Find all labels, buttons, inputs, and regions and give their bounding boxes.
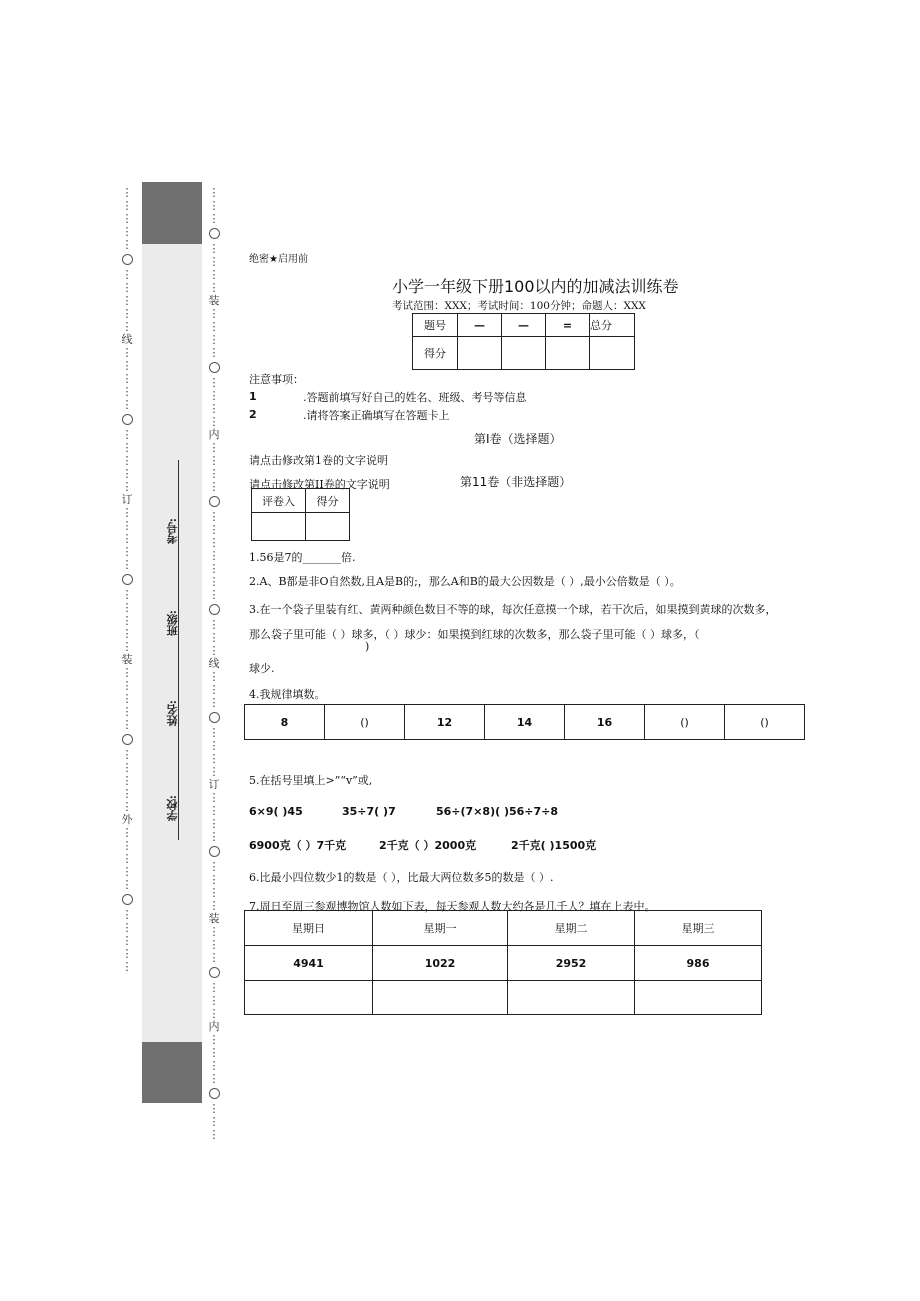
note-2-num: 2 bbox=[249, 408, 257, 421]
question-3-line1: 3.在一个袋子里装有红、黄两种颜色数目不等的球，每次任意摸一个球，若干次后，如果摸到黄球的次数多， bbox=[249, 603, 777, 616]
visitors-answer-input[interactable] bbox=[635, 981, 762, 1015]
visitors-header: 星期日 bbox=[245, 911, 373, 946]
note-1-num: 1 bbox=[249, 390, 257, 403]
field-school[interactable]: 学校: bbox=[166, 795, 179, 822]
grader-score-label: 得分 bbox=[306, 489, 350, 513]
page-title: 小学一年级下册100以内的加减法训练卷 bbox=[392, 277, 679, 296]
inner-char-4: 订 bbox=[208, 778, 220, 791]
sequence-blank[interactable]: () bbox=[725, 705, 805, 740]
binding-margin-bottom-block bbox=[142, 1042, 202, 1103]
sequence-cell: 8 bbox=[245, 705, 325, 740]
outer-char-zhuang: 装 bbox=[121, 653, 133, 666]
sequence-blank[interactable]: () bbox=[325, 705, 405, 740]
sequence-cell: 14 bbox=[485, 705, 565, 740]
grader-table bbox=[251, 488, 350, 541]
q5-item-1: 6×9( )45 bbox=[249, 805, 303, 818]
grader-col-label: 评卷入 bbox=[252, 489, 306, 513]
q5-item-5: 2千克（ ）2000克 bbox=[379, 839, 477, 852]
q5-item-2: 35÷7( )7 bbox=[342, 805, 396, 818]
grader-input[interactable] bbox=[252, 513, 306, 541]
question-7: 7.周日至周三参观博物馆人数如下表，每天参观人数大约各是几千人？填在上表中。 bbox=[249, 900, 656, 913]
outer-circle-1 bbox=[122, 254, 133, 265]
visitors-answer-input[interactable] bbox=[245, 981, 373, 1015]
score-cell-total: 总分 bbox=[590, 314, 635, 337]
info-underline bbox=[178, 460, 179, 840]
sequence-table bbox=[244, 704, 805, 740]
question-4: 4.我规律填数。 bbox=[249, 688, 326, 701]
visitors-answer-input[interactable] bbox=[508, 981, 635, 1015]
outer-label: 外 bbox=[121, 813, 133, 826]
question-5: 5.在括号里填上>”“v”或, bbox=[249, 774, 373, 787]
secret-label: 绝密★启用前 bbox=[249, 254, 308, 265]
exam-subtitle: 考试范围：XXX；考试时间：100分钟；命题人：XXX bbox=[392, 300, 646, 312]
score-input-3[interactable] bbox=[546, 337, 590, 370]
field-name[interactable]: 姓名: bbox=[166, 700, 179, 727]
visitors-header: 星期三 bbox=[635, 911, 762, 946]
q5-item-3: 56÷(7×8)( )56÷7÷8 bbox=[436, 805, 559, 818]
section1-desc[interactable]: 请点击修改第1卷的文字说明 bbox=[249, 454, 388, 467]
inner-circle-4 bbox=[209, 604, 220, 615]
outer-circle-2 bbox=[122, 414, 133, 425]
section2-desc[interactable]: 请点击修改第II卷的文字说明 bbox=[249, 478, 390, 491]
score-cell-label: 题号 bbox=[413, 314, 458, 337]
outer-circle-5 bbox=[122, 894, 133, 905]
visitors-answer-input[interactable] bbox=[373, 981, 508, 1015]
section2-title: 第11卷（非选择题） bbox=[460, 475, 572, 489]
note-2-text: .请将答案正确填写在答题卡上 bbox=[303, 409, 450, 422]
visitors-header: 星期二 bbox=[508, 911, 635, 946]
inner-char-2: 内 bbox=[208, 428, 220, 441]
score-cell-q2: — bbox=[502, 314, 546, 337]
section1-title: 第I卷（选择题） bbox=[474, 432, 562, 446]
score-input-1[interactable] bbox=[458, 337, 502, 370]
score-cell-q3: = bbox=[546, 314, 590, 337]
question-3-line3: 球少. bbox=[249, 662, 275, 675]
score-input-total[interactable] bbox=[590, 337, 635, 370]
question-3-line2: 那么袋子里可能（ ）球多，（ ）球少：如果摸到红球的次数多，那么袋子里可能（ ）球多，（ bbox=[249, 628, 700, 641]
inner-dot-column: ⋮ ⋮ ⋮ ⋮ ⋮ ⋮ ⋮ 装 ⋮ ⋮ ⋮ ⋮ ⋮ ⋮ ⋮ ⋮ 内 ⋮ ⋮ ⋮ ⋮ ⋮ ⋮ ⋮ ⋮ ⋮ ⋮ ⋮ ⋮ ⋮ ⋮ 线 ⋮ ⋮ ⋮ ⋮ ⋮ ⋮ ⋮ 订 ⋮ ⋮ ⋮ ⋮ ⋮ ⋮ ⋮ ⋮ 装 ⋮ ⋮ ⋮ ⋮ ⋮ ⋮ 内 ⋮ ⋮ ⋮ ⋮ ⋮ ⋮ ⋮ bbox=[208, 186, 220, 1141]
inner-circle-7 bbox=[209, 967, 220, 978]
outer-dot-column: ⋮ ⋮ ⋮ ⋮ ⋮ ⋮ ⋮ ⋮ ⋮ ⋮ 线 ⋮ ⋮ ⋮ ⋮ ⋮ ⋮ ⋮ ⋮ ⋮ ⋮ 订 ⋮ ⋮ ⋮ ⋮ ⋮ ⋮ ⋮ ⋮ ⋮ ⋮ 装 ⋮ ⋮ ⋮ ⋮ ⋮ ⋮ ⋮ ⋮ ⋮ ⋮ 外 ⋮ ⋮ ⋮ ⋮ ⋮ ⋮ ⋮ ⋮ ⋮ ⋮ bbox=[121, 186, 133, 973]
inner-label: 内 bbox=[208, 1020, 220, 1033]
outer-char-xian: 线 bbox=[121, 333, 133, 346]
field-class[interactable]: 班级: bbox=[166, 610, 179, 637]
outer-char-ding: 订 bbox=[121, 493, 133, 506]
sequence-cell: 12 bbox=[405, 705, 485, 740]
q5-item-6: 2千克( )1500克 bbox=[511, 839, 597, 852]
sequence-blank[interactable]: () bbox=[645, 705, 725, 740]
inner-char-5: 装 bbox=[208, 912, 220, 925]
inner-circle-3 bbox=[209, 496, 220, 507]
inner-circle-8 bbox=[209, 1088, 220, 1099]
grader-score-input[interactable] bbox=[306, 513, 350, 541]
note-1-text: .答题前填写好自己的姓名、班级、考号等信息 bbox=[303, 391, 527, 404]
question-1: 1.56是7的_______倍. bbox=[249, 551, 356, 564]
notes-heading: 注意事项： bbox=[249, 373, 304, 386]
visitors-header: 星期一 bbox=[373, 911, 508, 946]
binding-margin-top-block bbox=[142, 182, 202, 244]
binding-margin-band bbox=[142, 182, 202, 1103]
field-exam-no[interactable]: 考号: bbox=[166, 518, 179, 545]
score-row-label: 得分 bbox=[413, 337, 458, 370]
question-3-line2b: ) bbox=[365, 640, 370, 653]
visitors-value: 4941 bbox=[245, 946, 373, 981]
question-2: 2.A、B都是非O自然数,且A是B的;，那么A和B的最大公因数是（ ）,最小公倍数是（ ）。 bbox=[249, 575, 681, 588]
inner-circle-2 bbox=[209, 362, 220, 373]
question-6: 6.比最小四位数少1的数是（ ），比最大两位数多5的数是（ ）. bbox=[249, 871, 554, 884]
inner-char-3: 线 bbox=[208, 657, 220, 670]
outer-circle-3 bbox=[122, 574, 133, 585]
sequence-cell: 16 bbox=[565, 705, 645, 740]
outer-circle-4 bbox=[122, 734, 133, 745]
q5-item-4: 6900克（ ）7千克 bbox=[249, 839, 347, 852]
inner-circle-5 bbox=[209, 712, 220, 723]
score-input-2[interactable] bbox=[502, 337, 546, 370]
inner-circle-6 bbox=[209, 846, 220, 857]
score-table bbox=[412, 313, 635, 370]
visitors-value: 986 bbox=[635, 946, 762, 981]
score-cell-q1: — bbox=[458, 314, 502, 337]
inner-char-1: 装 bbox=[208, 294, 220, 307]
inner-circle-1 bbox=[209, 228, 220, 239]
visitors-value: 1022 bbox=[373, 946, 508, 981]
visitors-table bbox=[244, 910, 762, 1015]
visitors-value: 2952 bbox=[508, 946, 635, 981]
